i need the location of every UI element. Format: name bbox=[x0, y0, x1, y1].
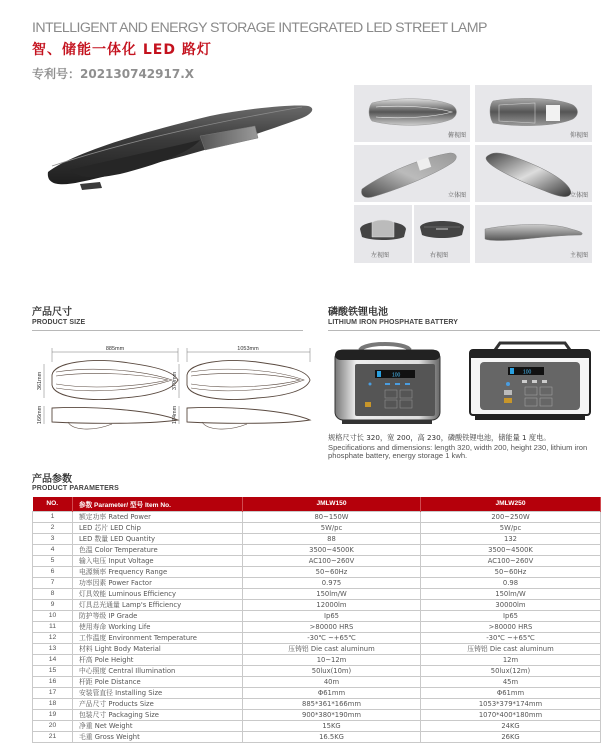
cell-no: 12 bbox=[33, 633, 73, 644]
cell-no: 3 bbox=[33, 533, 73, 544]
cell-no: 9 bbox=[33, 599, 73, 610]
cell-parameter: 产品尺寸 Products Size bbox=[73, 699, 243, 710]
cell-jmlw150: 10~12m bbox=[243, 655, 421, 666]
cell-no: 18 bbox=[33, 699, 73, 710]
cell-no: 1 bbox=[33, 511, 73, 522]
cell-parameter: 安装管直径 Installing Size bbox=[73, 688, 243, 699]
product-size-title-cn: 产品尺寸 bbox=[32, 307, 72, 318]
cell-jmlw150: 150lm/W bbox=[243, 588, 421, 599]
view-right bbox=[414, 205, 470, 263]
table-header-row bbox=[33, 497, 601, 511]
dim-width-1: 361mm bbox=[37, 371, 43, 391]
cell-jmlw150: 40m bbox=[243, 677, 421, 688]
cell-jmlw250: 24KG bbox=[421, 721, 601, 732]
view-label: 立体图 bbox=[569, 192, 588, 199]
cell-no: 20 bbox=[33, 721, 73, 732]
cell-jmlw250: 50lux(12m) bbox=[421, 666, 601, 677]
cell-jmlw150: 3500~4500K bbox=[243, 544, 421, 555]
cell-no: 5 bbox=[33, 555, 73, 566]
cell-parameter: 包装尺寸 Packaging Size bbox=[73, 710, 243, 721]
cell-no: 17 bbox=[33, 688, 73, 699]
cell-jmlw250: 0.98 bbox=[421, 577, 601, 588]
dim-length-1: 885mm bbox=[105, 346, 125, 352]
cell-no: 11 bbox=[33, 621, 73, 632]
cell-jmlw250: 200~250W bbox=[421, 511, 601, 522]
cell-jmlw250: AC100~260V bbox=[421, 555, 601, 566]
divider bbox=[328, 330, 600, 331]
cell-jmlw250: -30℃ ~+65℃ bbox=[421, 633, 601, 644]
table-row bbox=[33, 621, 601, 632]
cell-jmlw250: 150lm/W bbox=[421, 588, 601, 599]
cell-parameter: 中心照度 Central Illumination bbox=[73, 666, 243, 677]
table-row bbox=[33, 688, 601, 699]
dim-width-2: 379mm bbox=[172, 371, 178, 391]
table-row bbox=[33, 699, 601, 710]
divider bbox=[32, 330, 303, 331]
cell-no: 14 bbox=[33, 655, 73, 666]
cell-no: 16 bbox=[33, 677, 73, 688]
cell-jmlw250: 压铸铝 Die cast aluminum bbox=[421, 644, 601, 655]
battery-title-en: LITHIUM IRON PHOSPHATE BATTERY bbox=[328, 319, 459, 326]
lamp-views-grid bbox=[354, 85, 592, 263]
header-parameter: 参数 Parameter/ 型号 Item No. bbox=[73, 497, 243, 511]
parameters-title-en: PRODUCT PARAMETERS bbox=[32, 485, 119, 492]
dim-height-1: 166mm bbox=[37, 405, 43, 425]
view-label: 立体图 bbox=[447, 192, 466, 199]
product-size-title-en: PRODUCT SIZE bbox=[32, 319, 86, 326]
cell-jmlw150: 50lux(10m) bbox=[243, 666, 421, 677]
view-label: 右视图 bbox=[430, 252, 449, 259]
cell-parameter: 额定功率 Rated Power bbox=[73, 511, 243, 522]
table-row bbox=[33, 633, 601, 644]
cell-jmlw250: 5W/pc bbox=[421, 522, 601, 533]
dim-height-2: 174mm bbox=[172, 405, 178, 425]
cell-jmlw150: 12000lm bbox=[243, 599, 421, 610]
battery-title-cn: 磷酸铁锂电池 bbox=[328, 307, 388, 318]
product-size-diagram bbox=[32, 340, 312, 450]
table-row bbox=[33, 655, 601, 666]
table-row bbox=[33, 710, 601, 721]
view-label: 俯视图 bbox=[447, 132, 466, 139]
cell-jmlw250: 30000lm bbox=[421, 599, 601, 610]
cell-parameter: 净重 Net Weight bbox=[73, 721, 243, 732]
battery-images bbox=[330, 340, 600, 430]
view-top bbox=[354, 85, 470, 142]
cell-no: 21 bbox=[33, 732, 73, 743]
view-perspective-1 bbox=[354, 145, 470, 202]
cell-parameter: 灯具总光通量 Lamp's Efficiency bbox=[73, 599, 243, 610]
cell-jmlw150: 15KG bbox=[243, 721, 421, 732]
patent-number: 专利号：202130742917.X bbox=[32, 67, 195, 81]
cell-jmlw150: 80~150W bbox=[243, 511, 421, 522]
cell-jmlw250: 1070*400*180mm bbox=[421, 710, 601, 721]
view-label: 主视图 bbox=[569, 252, 588, 259]
cell-jmlw250: 50~60Hz bbox=[421, 566, 601, 577]
view-label: 左视图 bbox=[371, 252, 390, 259]
cell-no: 2 bbox=[33, 522, 73, 533]
table-row bbox=[33, 522, 601, 533]
cell-jmlw250: 132 bbox=[421, 533, 601, 544]
cell-jmlw150: 压铸铝 Die cast aluminum bbox=[243, 644, 421, 655]
cell-no: 4 bbox=[33, 544, 73, 555]
battery-spec-cn: 规格尺寸长 320，宽 200，高 230，磷酸铁锂电池，储能量 1 度电。 bbox=[328, 433, 551, 442]
table-row bbox=[33, 666, 601, 677]
table-row bbox=[33, 721, 601, 732]
table-row bbox=[33, 599, 601, 610]
cell-parameter: 防护等级 IP Grade bbox=[73, 610, 243, 621]
cell-parameter: LED 芯片 LED Chip bbox=[73, 522, 243, 533]
cell-jmlw250: 3500~4500K bbox=[421, 544, 601, 555]
cell-parameter: 灯具效能 Luminous Efficiency bbox=[73, 588, 243, 599]
cell-jmlw150: 16.5KG bbox=[243, 732, 421, 743]
table-row bbox=[33, 577, 601, 588]
table-row bbox=[33, 555, 601, 566]
svg-text:100: 100 bbox=[523, 369, 532, 376]
cell-no: 15 bbox=[33, 666, 73, 677]
view-left bbox=[354, 205, 412, 263]
table-row bbox=[33, 732, 601, 743]
table-row bbox=[33, 588, 601, 599]
cell-jmlw150: >80000 HRS bbox=[243, 621, 421, 632]
cell-parameter: 色温 Color Temperature bbox=[73, 544, 243, 555]
cell-no: 7 bbox=[33, 577, 73, 588]
cell-parameter: 功率因素 Power Factor bbox=[73, 577, 243, 588]
table-row bbox=[33, 544, 601, 555]
cell-jmlw150: 885*361*166mm bbox=[243, 699, 421, 710]
view-front bbox=[475, 205, 592, 263]
table-row bbox=[33, 566, 601, 577]
cell-jmlw150: 50~60Hz bbox=[243, 566, 421, 577]
page-title-cn: 智、储能一体化 LED 路灯 bbox=[32, 42, 212, 58]
table-row bbox=[33, 533, 601, 544]
header-jmlw150: JMLW150 bbox=[243, 497, 421, 511]
view-label: 仰视图 bbox=[569, 132, 588, 139]
street-lamp-hero-image bbox=[40, 100, 320, 200]
cell-jmlw250: 45m bbox=[421, 677, 601, 688]
table-row bbox=[33, 677, 601, 688]
header-jmlw250: JMLW250 bbox=[421, 497, 601, 511]
cell-no: 19 bbox=[33, 710, 73, 721]
cell-jmlw250: >80000 HRS bbox=[421, 621, 601, 632]
cell-jmlw150: 88 bbox=[243, 533, 421, 544]
cell-jmlw250: Φ61mm bbox=[421, 688, 601, 699]
cell-jmlw250: Ip65 bbox=[421, 610, 601, 621]
header-no: NO. bbox=[33, 497, 73, 511]
cell-jmlw250: 12m bbox=[421, 655, 601, 666]
cell-parameter: LED 数量 LED Quantity bbox=[73, 533, 243, 544]
parameters-table bbox=[32, 497, 601, 743]
cell-no: 6 bbox=[33, 566, 73, 577]
parameters-title-cn: 产品参数 bbox=[32, 474, 72, 485]
cell-jmlw150: AC100~260V bbox=[243, 555, 421, 566]
cell-no: 8 bbox=[33, 588, 73, 599]
cell-jmlw150: Φ61mm bbox=[243, 688, 421, 699]
cell-parameter: 使用寿命 Working Life bbox=[73, 621, 243, 632]
cell-parameter: 杆高 Pole Height bbox=[73, 655, 243, 666]
cell-parameter: 工作温度 Environment Temperature bbox=[73, 633, 243, 644]
cell-parameter: 毛重 Gross Weight bbox=[73, 732, 243, 743]
cell-jmlw150: -30℃ ~+65℃ bbox=[243, 633, 421, 644]
cell-jmlw150: 5W/pc bbox=[243, 522, 421, 533]
cell-no: 10 bbox=[33, 610, 73, 621]
view-perspective-2 bbox=[475, 145, 592, 202]
cell-parameter: 材料 Light Body Material bbox=[73, 644, 243, 655]
svg-text:100: 100 bbox=[392, 372, 401, 379]
page-title-en: INTELLIGENT AND ENERGY STORAGE INTEGRATED LED STREET LAMP bbox=[32, 20, 487, 36]
cell-no: 13 bbox=[33, 644, 73, 655]
dim-length-2: 1053mm bbox=[237, 346, 259, 352]
cell-parameter: 杆距 Pole Distance bbox=[73, 677, 243, 688]
cell-jmlw150: Ip65 bbox=[243, 610, 421, 621]
cell-jmlw150: 0.975 bbox=[243, 577, 421, 588]
table-row bbox=[33, 610, 601, 621]
cell-parameter: 输入电压 Input Voltage bbox=[73, 555, 243, 566]
view-bottom bbox=[475, 85, 592, 142]
cell-parameter: 电源频率 Frequency Range bbox=[73, 566, 243, 577]
battery-spec-en: Specifications and dimensions: length 320, width 200, height 230, lithium iron phosphate battery, energy storage 1 kwh. bbox=[328, 443, 588, 461]
cell-jmlw150: 900*380*190mm bbox=[243, 710, 421, 721]
table-row bbox=[33, 511, 601, 522]
cell-jmlw250: 26KG bbox=[421, 732, 601, 743]
cell-jmlw250: 1053*379*174mm bbox=[421, 699, 601, 710]
table-row bbox=[33, 644, 601, 655]
